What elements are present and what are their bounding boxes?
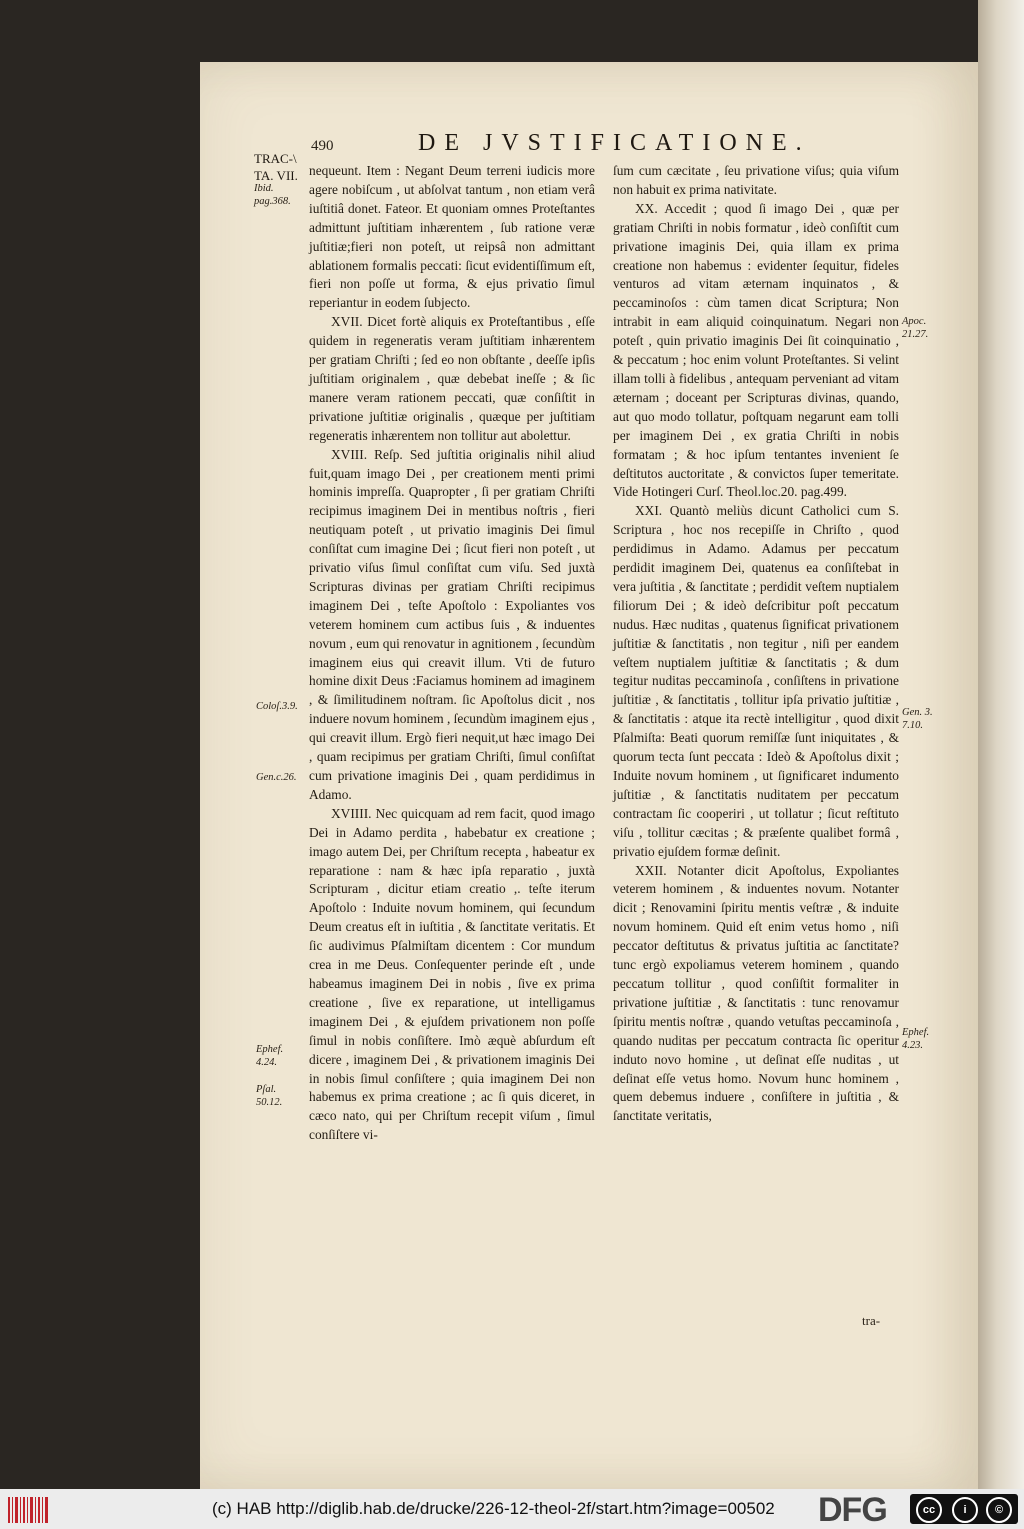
cc-icon: cc [916,1497,942,1523]
attribution-icon: i [952,1497,978,1523]
margin-note-ibid: Ibid. pag.368. [254,183,291,207]
margin-note-psal: Pſal. 50.12. [256,1084,283,1108]
share-alike-icon: © [986,1497,1012,1523]
catchword: tra- [862,1313,881,1328]
text-column-right [613,162,899,1126]
book-gutter [978,0,1024,1489]
cc-license-badge[interactable] [910,1494,1018,1524]
page-number: 490 [311,138,334,154]
margin-note-ephes-right: Ephef. 4.23. [902,1027,930,1051]
margin-note-gen-right: Gen. 3. 7.10. [902,707,933,731]
barcode-icon [8,1497,50,1523]
margin-note-apoc: Apoc. 21.27. [902,316,929,340]
tractatus-label: TRAC-\ TA. VII. [254,151,298,183]
viewer-footer [0,1489,1024,1529]
text-column-left [309,162,595,1145]
dfg-logo: DFG [818,1491,887,1529]
paragraph: XX. Accedit ; quod ſi imago Dei , quæ per gratiam Chriſti in nobis formatur , ideò conſiſtit cum privatione imaginis Dei, quia illam ex prima creatione non habemus : evidenter ſequitur, fideles venturos ad vitam æternam inquinatos , & peccaminoſos : cùm tamen dicat Scriptura; Non intrabit in eam aliquid coinquinatum. Negari non poteſt , quin privatio imaginis Dei ſit coinquinatio , & peccatum ; hoc enim volunt Proteſtantes. Si velint illam tolli à fidelibus , antequam perveniant ad vitam æternam ; doceant per Scripturas divinas, quando, aut quo modo tollatur, poſtquam negarunt eam tolli per imaginem Dei , ex gratia Chriſti in nobis formatam ; & hoc ipſum tentantes invenient ſe deſtitutos auctoritate , & convictos ſuper temeritate. Vide Hotingeri Curſ. Theol.loc.20. pag.499. [613,200,899,500]
citation-link[interactable]: (c) HAB http://diglib.hab.de/drucke/226-12-theol-2f/start.htm?image=00502 [212,1499,775,1518]
margin-note-coloss: Coloſ.3.9. [256,701,298,712]
paragraph: XVII. Dicet fortè aliquis ex Proteſtantibus , eſſe quidem in regeneratis veram juſtitiam inhærentem per gratiam Chriſti ; ſed eo non obſtante , deeſſe ipſis juſtitiam originalem , quæ debebat ineſſe ; & ſic manere veram rationem peccati, quæ conſiſtit in privatione juſtitiæ originalis , quæque per juſtitiam regeneratis inhærentem non tollitur aut abolettur. [309,314,595,443]
running-title: DE JVSTIFICATIONE. [418,130,811,156]
paragraph: XVIIII. Nec quicquam ad rem facit, quod imago Dei in Adamo perdita , habebatur ex creatione ; imago autem Dei, per Chriſtum recepta , habeatur ex reparatione : nam & hæc ipſa reparatio , juxtà Scripturam , dicitur etiam creatio ,. teſte iterum Apoſtolo : Induite novum hominem, qui ſecundum Deum creatus eſt in iuſtitia , & ſanctitate veritatis. Et ſic audivimus Pſalmiſtam dicentem : Cor mundum crea in me Deus. Conſequenter perinde eſt , unde habeamus imaginem Dei in nobis , ſive ex prima creatione , ſive ex reparatione, ut intelligamus imaginem Dei , & ejuſdem privationem non poſſe ſimul in nobis conſiſtere. Imò æquè abſurdum eſt dicere , imaginem Dei , & privationem imaginis Dei in nobis ſimul conſiſtere ; quia imaginem Dei non habemus ex prima creatione ; ac ſi quis diceret, in cæco nato, qui per Chriſtum recepit viſum , ſimul conſiſtere vi- [309,805,595,1143]
paragraph: XXI. Quantò meliùs dicunt Catholici cum S. Scriptura , hoc nos recepiſſe in Chriſto , quod perdidimus in Adamo. Adamus per peccatum perdidit imaginem Dei, quatenus ea conſiſtebat in vera juſtitia , & ſanctitate ; perdidit veſtem nuptialem filiorum Dei ; & ideò deſcribitur poſt peccatum nudus. Hæc nuditas , quatenus ſignificat privationem juſtitiæ & ſanctitatis , non tegitur , niſi per eandem veſtem nuptialem juſtitiæ & ſanctitatis ; & dum tegitur nuditas peccaminoſa , conſiſtens in privatione juſtitiæ , & ſanctitatis , tollitur ipſa privatio juſtitiæ , & ſanctitatis : atque ita rectè intelligitur , quod dixit Pſalmiſta: Beati quorum remiſſæ ſunt iniquitates , & quorum tecta ſunt peccata : Ideò & Apoſtolus dixit ; Induite novum hominem , ut ſignificaret indumento juſtitiæ , & ſanctitatis nuditatem per peccatum contractam ſic cooperiri , ut tollatur ; ſicut reſtituto viſu , tollitur cæcitas ; & præſente qualibet formâ , privatio ejuſdem formæ deſinit. [613,503,899,859]
margin-note-gen: Gen.c.26. [256,772,297,783]
margin-note-ephes-left: Ephef. 4.24. [256,1044,284,1068]
paragraph: XVIII. Reſp. Sed juſtitia originalis nihil aliud fuit,quam imago Dei , per creationem menti primi hominis impreſſa. Quapropter , ſi per gratiam Chriſti recipimus imaginem Dei in mentibus noſtris , fieri neutiquam poteſt , ut privatio imaginis Dei ſimul conſiſtat cum imagine Dei ; ſicut fieri non poteſt , ut privatio viſus ſimul conſiſtat cum viſu. Sed juxtà Scripturas divinas per gratiam Chriſti recipimus imaginem Dei , teſte Apoſtolo : Expoliantes vos veterem hominem cum actibus ſuis , & induentes novum , eum qui renovatur in agnitionem , ſecundùm imaginem eius qui creavit illum. Vti de futuro homine dixit Deus :Faciamus hominem ad imaginem , & ſimilitudinem noſtram. ſic Apoſtolus dicit , nos induere novum hominem , ſecundùm imaginem ejus , qui creavit illum. Ergò fieri nequit,ut hæc imago Dei , quam recipimus per gratiam Chriſti, ſimul conſiſtat cum privatione imaginis Dei , quam perdidimus in Adamo. [309,446,595,802]
paragraph: XXII. Notanter dicit Apoſtolus, Expoliantes veterem hominem , & induentes novum. Notanter dicit ; Renovamini ſpiritu mentis veſtræ , & induite novum hominem. Quid eſt enim vetus homo , niſi peccator deſtitutus & privatus juſtitia ac ſanctitate? tunc ergò expoliamus veterem hominem , quando peccatum tollitur , quod conſiſtit formaliter in privatione juſtitiæ , & ſanctitatis : tunc renovamur ſpiritu mentis noſtræ , quando vetuſtas peccaminoſa , quando nuditas per peccatum contracta ſic operitur induto novo homine , ut deſinat eſſe nuditas , ut deſinat eſſe vetus homo. Novum hunc hominem , quem debemus induere , conſiſtere in juſtitia , & ſanctitate veritatis, [613,862,899,1124]
paragraph: ſum cum cæcitate , ſeu privatione viſus; quia viſum non habuit ex prima nativitate. [613,163,899,197]
paragraph: nequeunt. Item : Negant Deum terreni iudicis more agere nobiſcum , ut abſolvat tantum , non etiam verâ iuſtitiâ donet. Fateor. Et quoniam omnes Proteſtantes admittunt juſtitiam inhærentem , ſub ratione veræ juſtitiæ;fieri non poteſt, ut reipsâ non admittant ablationem formalis peccati: ſicut evidentiſſimum eſt, fieri non poſſe ut forma, & ejus privatio ſimul reperiantur in eodem ſubjecto. [309,163,595,311]
